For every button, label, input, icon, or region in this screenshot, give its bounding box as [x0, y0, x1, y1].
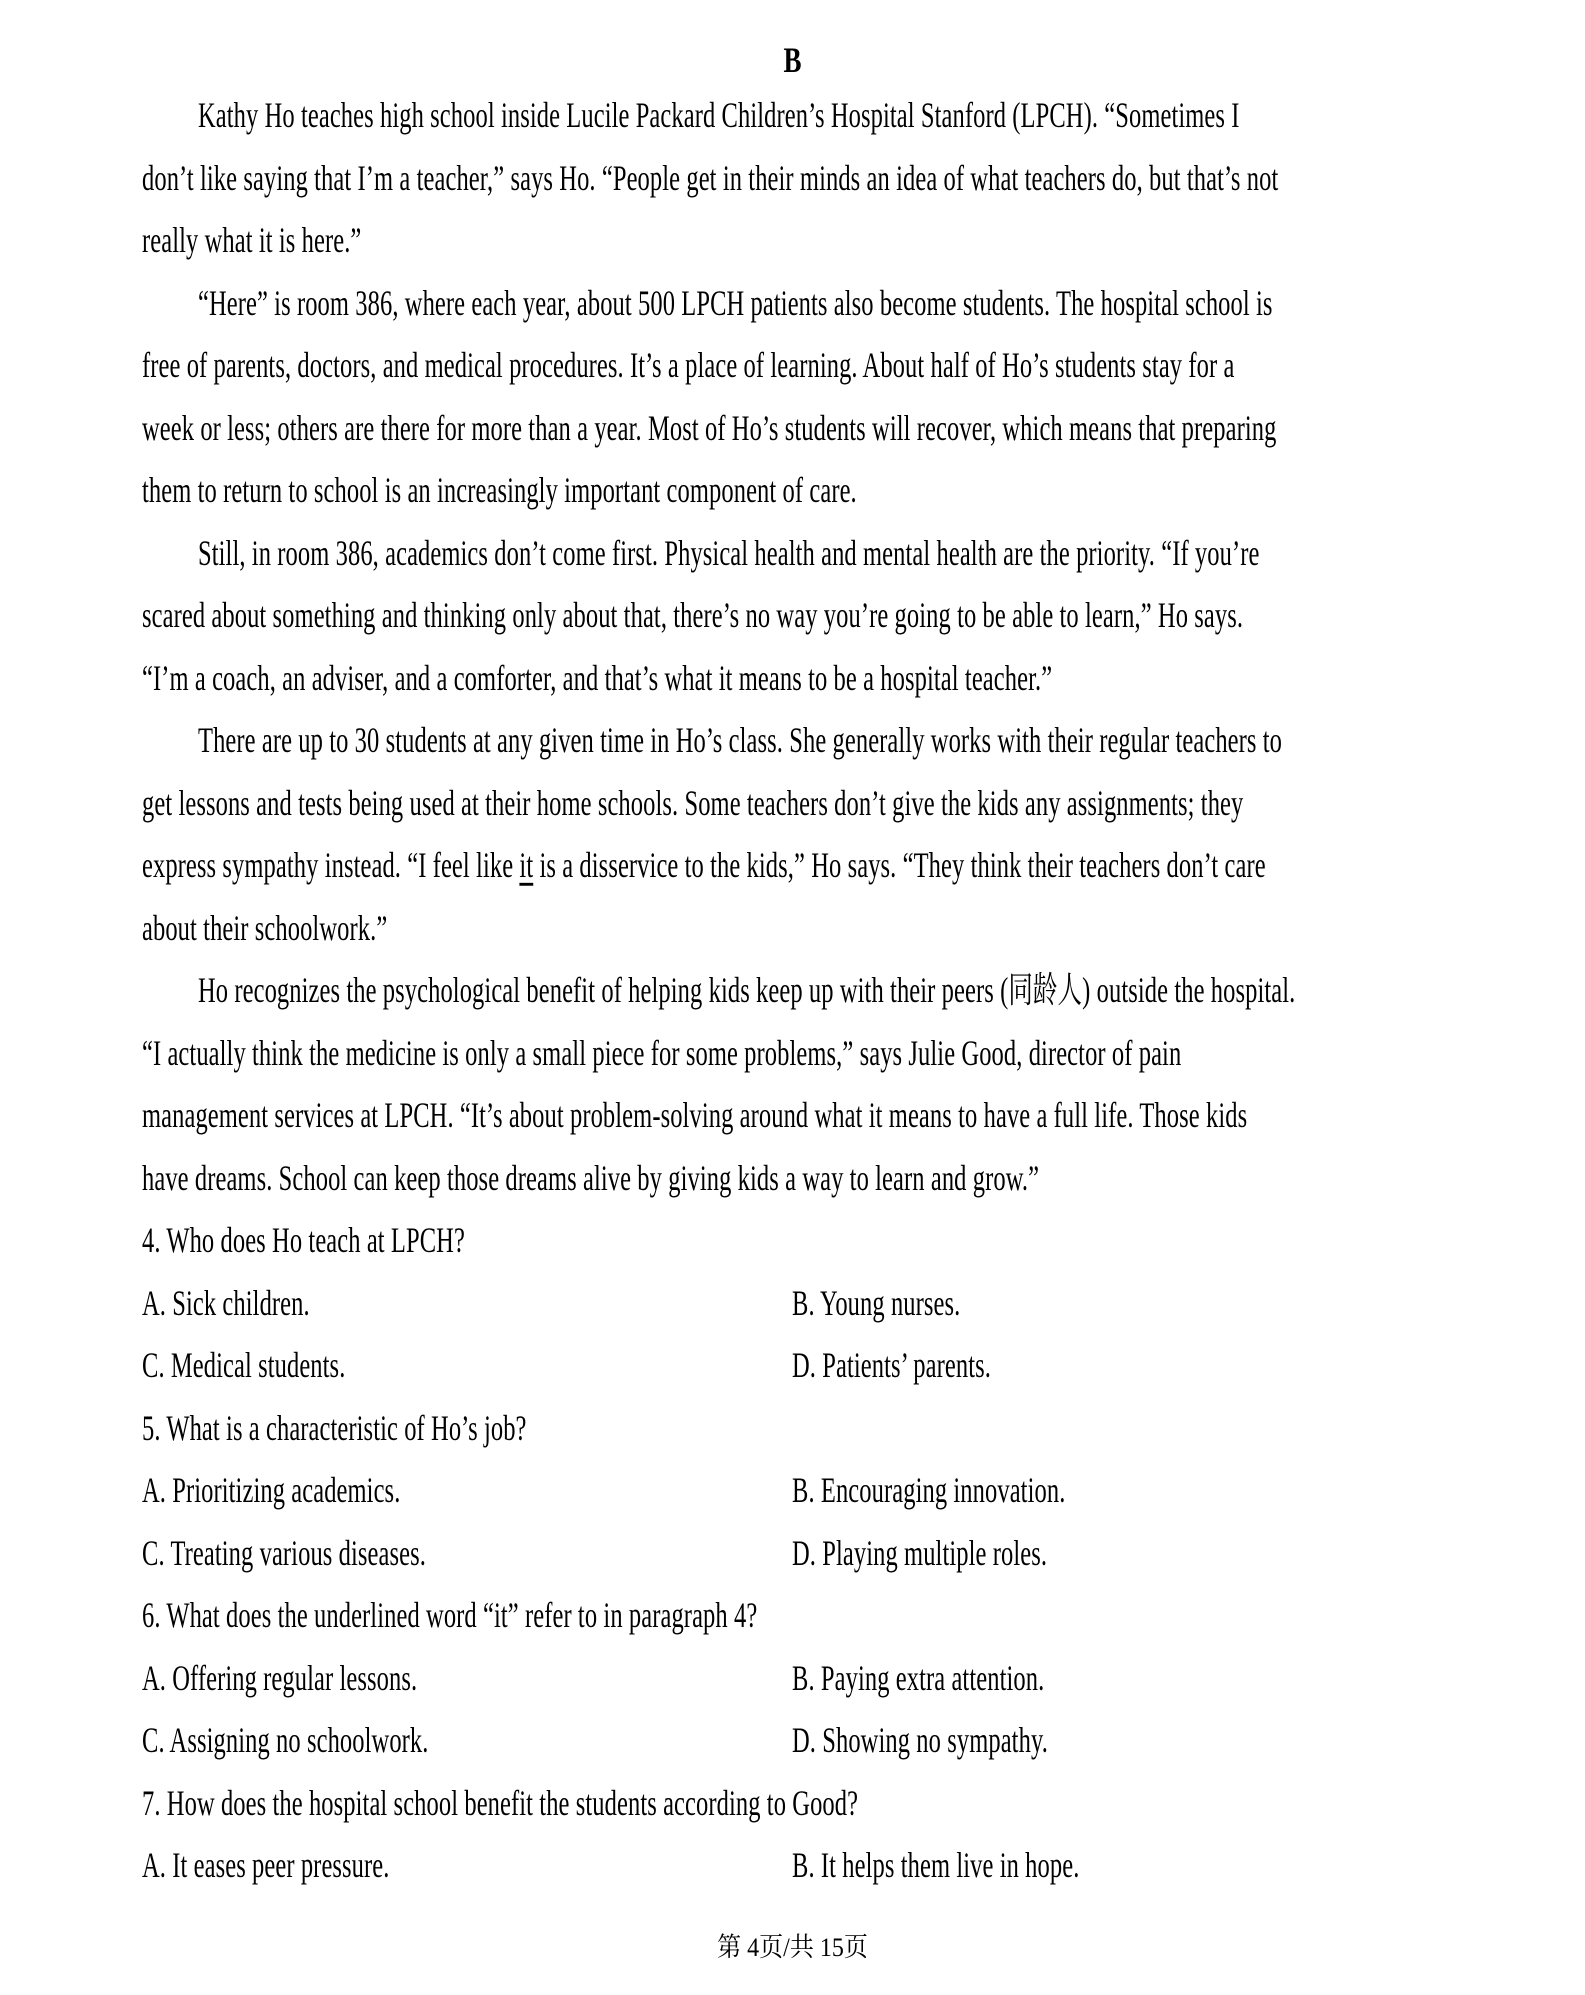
question-stem: 6. What does the underlined word “it” refer to in paragraph 4? [142, 1596, 758, 1636]
option-right: D. Showing no sympathy. [792, 1721, 1048, 1761]
option-right: B. Young nurses. [792, 1284, 961, 1324]
passage-line: There are up to 30 students at any given time in Ho’s class. She generally works with their regular teachers to [198, 721, 1283, 761]
option-left: A. Offering regular lessons. [142, 1659, 418, 1699]
option-right: B. Encouraging innovation. [792, 1471, 1066, 1511]
option-right: D. Playing multiple roles. [792, 1534, 1048, 1574]
option-right: B. Paying extra attention. [792, 1659, 1045, 1699]
passage-text-segment: express sympathy instead. “I feel like [142, 846, 520, 886]
passage-text-segment: is a disservice to the kids,” Ho says. “They think their teachers don’t care [533, 846, 1266, 886]
passage-line: really what it is here.” [142, 221, 362, 261]
option-left: A. Prioritizing academics. [142, 1471, 401, 1511]
passage-line: don’t like saying that I’m a teacher,” says Ho. “People get in their minds an idea of what teachers do, but that’s not [142, 159, 1279, 199]
question-stem: 7. How does the hospital school benefit the students according to Good? [142, 1784, 859, 1824]
passage-line: Ho recognizes the psychological benefit of helping kids keep up with their peers (同龄人) outside the hospital. [198, 971, 1296, 1011]
option-left: A. Sick children. [142, 1284, 310, 1324]
option-left: C. Medical students. [142, 1346, 346, 1386]
passage-line: have dreams. School can keep those dreams alive by giving kids a way to learn and grow.” [142, 1159, 1040, 1199]
passage-line: them to return to school is an increasingly important component of care. [142, 471, 857, 511]
passage-and-questions [142, 86, 1472, 1899]
page-footer: 第 4页/共 15页 [717, 1933, 868, 1963]
passage-line: Still, in room 386, academics don’t come first. Physical health and mental health are the priority. “If you’re [198, 534, 1260, 574]
section-title: B [783, 39, 802, 81]
passage-line: week or less; others are there for more than a year. Most of Ho’s students will recover, which means that preparing [142, 409, 1277, 449]
passage-line: scared about something and thinking only about that, there’s no way you’re going to be able to learn,” Ho says. [142, 596, 1244, 636]
option-left: A. It eases peer pressure. [142, 1846, 390, 1886]
option-left: C. Treating various diseases. [142, 1534, 426, 1574]
passage-line: about their schoolwork.” [142, 909, 388, 949]
passage-line: Kathy Ho teaches high school inside Lucile Packard Children’s Hospital Stanford (LPCH). “Sometimes I [198, 96, 1240, 136]
option-right: D. Patients’ parents. [792, 1346, 991, 1386]
passage-line: get lessons and tests being used at their home schools. Some teachers don’t give the kids any assignments; they [142, 784, 1244, 824]
option-row [142, 1822, 1472, 1913]
option-right: B. It helps them live in hope. [792, 1846, 1080, 1886]
underlined-word: it [519, 846, 534, 886]
passage-line: “I’m a coach, an adviser, and a comforter, and that’s what it means to be a hospital teacher.” [142, 659, 1053, 699]
question-stem: 4. Who does Ho teach at LPCH? [142, 1221, 465, 1261]
passage-line: free of parents, doctors, and medical procedures. It’s a place of learning. About half of Ho’s students stay for a [142, 346, 1235, 386]
passage-line: management services at LPCH. “It’s about problem-solving around what it means to have a full life. Those kids [142, 1096, 1248, 1136]
passage-line: “I actually think the medicine is only a small piece for some problems,” says Julie Good, director of pain [142, 1034, 1182, 1074]
option-left: C. Assigning no schoolwork. [142, 1721, 429, 1761]
passage-line: “Here” is room 386, where each year, about 500 LPCH patients also become students. The hospital school is [198, 284, 1273, 324]
question-stem: 5. What is a characteristic of Ho’s job? [142, 1409, 527, 1449]
